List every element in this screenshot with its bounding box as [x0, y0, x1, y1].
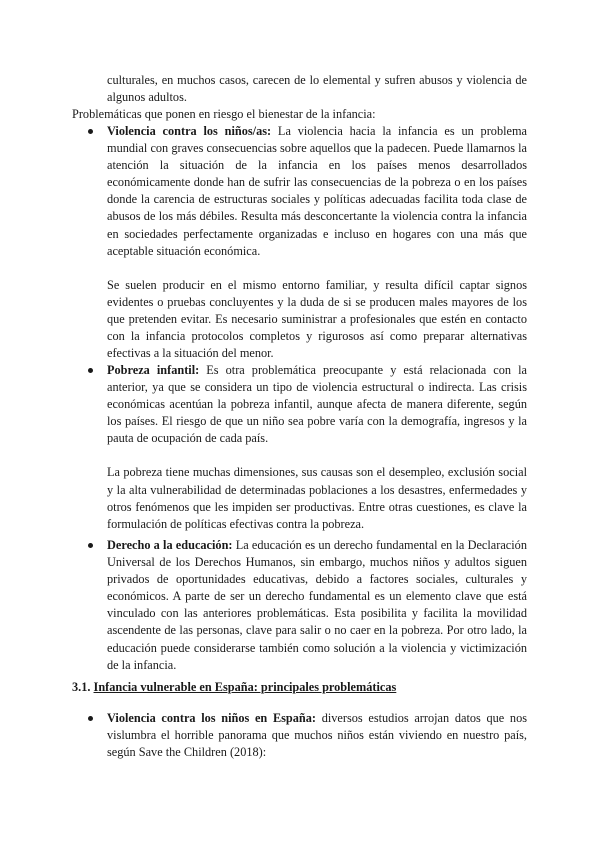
bullet-pobreza-term: Pobreza infantil:: [107, 363, 200, 377]
bullet-pobreza-text: [107, 362, 527, 447]
bullet-pobreza-body: Es otra problemática preocupante y está relacionada con la anterior, ya que se considera un tipo de violencia estructural o indirecta. Las crisis económicas acentúan la pobreza infantil, aunque afecta de manera diferente, según los países. El riesgo de que un niño sea pobre varía con la demografía, ingresos y la pauta de ocupación de cada país.: [107, 363, 527, 446]
bullet-violencia-paragraph2: Se suelen producir en el mismo entorno familiar, y resulta difícil captar signos evidentes o pruebas concluyentes y la duda de si se producen males mayores de los que pretenden evitar. Es necesario suministrar a profesionales que estén en contacto con la infancia protocolos completos y rigurosos así como preparar alternativas efectivas a la situación del menor.: [107, 277, 527, 361]
bullet-dot-icon: [88, 368, 93, 373]
bullet-educacion: [107, 537, 527, 674]
bullet-dot-icon: [88, 129, 93, 134]
bullet-educacion-term: Derecho a la educación:: [107, 538, 233, 552]
section-number: 3.1.: [72, 680, 91, 694]
bullet-espana: [107, 710, 527, 761]
continuation-paragraph: culturales, en muchos casos, carecen de lo elemental y sufren abusos y violencia de algunos adultos.: [107, 73, 527, 105]
bullet-violencia-term: Violencia contra los niños/as:: [107, 124, 272, 138]
bullet-espana-body: diversos estudios arrojan datos que nos vislumbra el horrible panorama que muchos niños están viviendo en nuestro país, según Save the Children (2018):: [107, 711, 527, 760]
bullet-educacion-body: La educación es un derecho fundamental en la Declaración Universal de los Derechos Humanos, sin embargo, muchos niños y adultos siguen privados de oportunidades educativas, debido a factores sociales, culturales y económicos. A parte de ser un derecho fundamental es un elemento clave que está vinculado con las anteriores problemáticas. Esta posibilita y facilita la movilidad ascendente de las personas, clave para salir o no caer en la pobreza. Por otro lado, la educación puede considerarse también como solución a la violencia y victimización de la infancia.: [107, 538, 527, 672]
bullet-pobreza: [107, 362, 527, 533]
section-heading: [72, 679, 396, 696]
bullet-violencia-text: [107, 123, 527, 260]
bullet-dot-icon: [88, 543, 93, 548]
bullet-dot-icon: [88, 716, 93, 721]
intro-line: Problemáticas que ponen en riesgo el bienestar de la infancia:: [72, 107, 376, 121]
bullet-violencia: [107, 123, 527, 362]
bullet-espana-term: Violencia contra los niños en España:: [107, 711, 317, 725]
bullet-espana-text: [107, 710, 527, 761]
bullet-educacion-text: [107, 537, 527, 674]
bullet-violencia-body: La violencia hacia la infancia es un problema mundial con graves consecuencias sobre aquellos que la padecen. Puede llamarnos la atención la situación de la infancia en los países menos desarrollados económicamente donde han de sufrir las consecuencias de la pobreza o en los países donde la carencia de estructuras sociales y políticas adecuadas facilita toda clase de abusos de los más débiles. Resulta más desconcertante la violencia contra la infancia en sociedades perfectamente organizadas e incluso en hogares con una más que aceptable situación económica.: [107, 124, 527, 258]
section-title: Infancia vulnerable en España: principales problemáticas: [93, 680, 397, 694]
bullet-pobreza-paragraph2: La pobreza tiene muchas dimensiones, sus causas son el desempleo, exclusión social y la alta vulnerabilidad de determinadas poblaciones a los desastres, enfermedades y otros fenómenos que les impiden ser productivas. Entre otras cuestiones, es clave la formulación de políticas efectivas contra la pobreza.: [107, 465, 527, 531]
